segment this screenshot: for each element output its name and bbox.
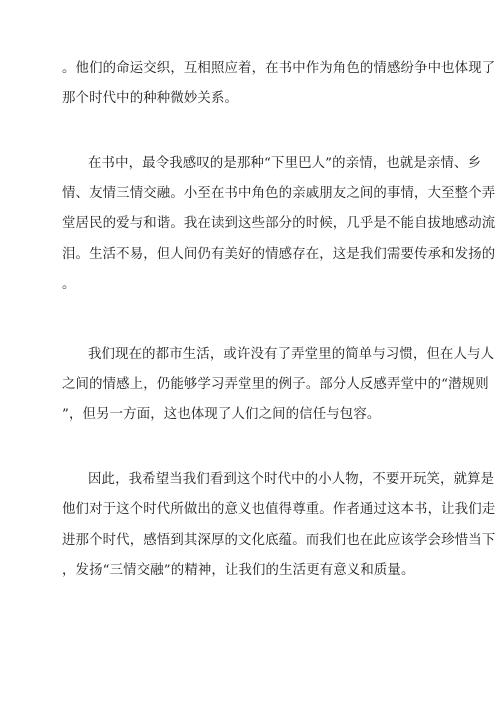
paragraph-2-line-2: 情、友情三情交融。小至在书中角色的亲戚朋友之间的事情，大至整个弄 xyxy=(62,186,496,201)
paragraph-1-line-2: 那个时代中的种种微妙关系。 xyxy=(62,91,239,106)
paragraph-4-line-4: ，发扬“三情交融”的精神，让我们的生活更有意义和质量。 xyxy=(62,563,415,578)
paragraph-2-line-1: 在书中，最令我感叹的是那种“下里巴人”的亲情，也就是亲情、乡 xyxy=(88,156,482,171)
paragraph-3-line-2: 之间的情感上，仍能够学习弄堂里的例子。部分人反感弄堂中的“潜规则 xyxy=(62,377,489,392)
paragraph-2-line-4: 泪。生活不易，但人间仍有美好的情感存在，这是我们需要传承和发扬的 xyxy=(62,247,496,262)
paragraph-3-line-1: 我们现在的都市生活，或许没有了弄堂里的简单与习惯，但在人与人 xyxy=(88,347,495,362)
paragraph-4-line-3: 进那个时代，感悟到其深厚的文化底蕴。而我们也在此应该学会珍惜当下 xyxy=(62,533,496,548)
paragraph-4-line-1: 因此，我希望当我们看到这个时代中的小人物，不要开玩笑，就算是 xyxy=(88,472,495,487)
paragraph-2-line-3: 堂居民的爱与和谐。我在读到这些部分的时候，几乎是不能自拔地感动流 xyxy=(62,216,496,231)
paragraph-4-line-2: 他们对于这个时代所做出的意义也值得尊重。作者通过这本书，让我们走 xyxy=(62,502,496,517)
paragraph-1-line-1: 。他们的命运交织，互相照应着，在书中作为角色的情感纷争中也体现了 xyxy=(62,61,496,76)
paragraph-2-line-5: 。 xyxy=(62,277,76,292)
paragraph-3-line-3: ”，但另一方面，这也体现了人们之间的信任与包容。 xyxy=(62,407,381,422)
